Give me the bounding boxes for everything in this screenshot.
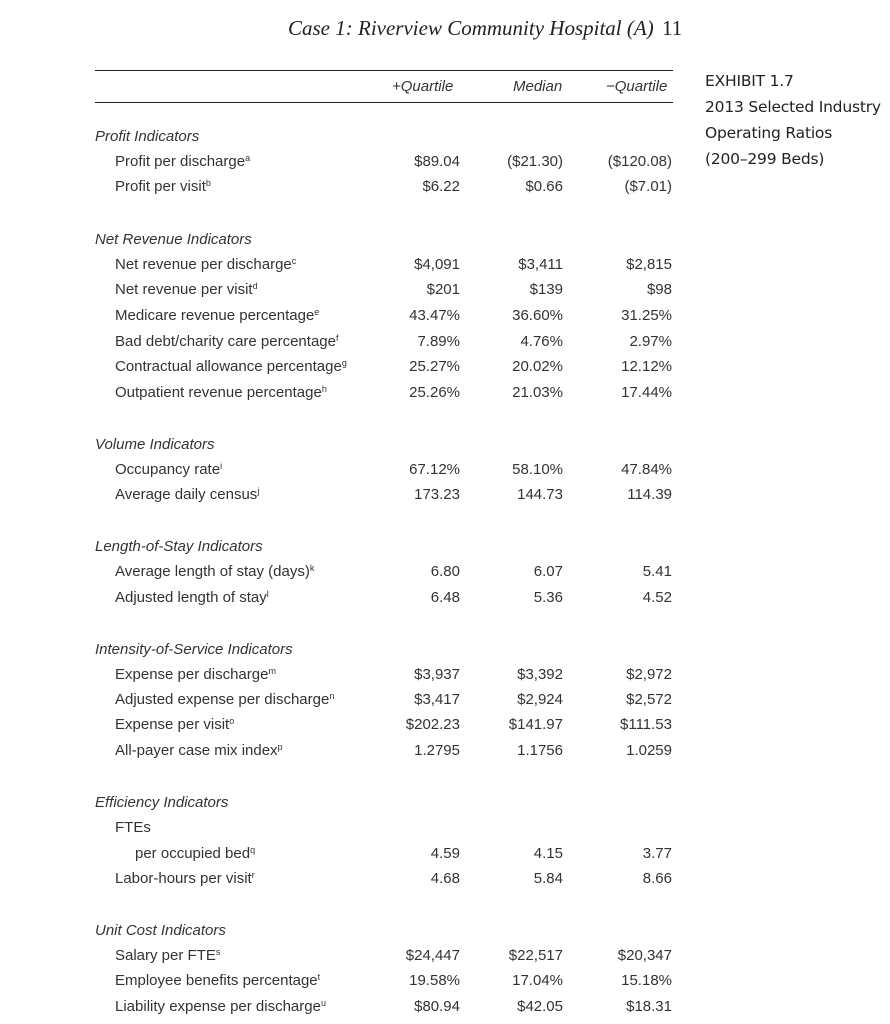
value-upper-quartile: $80.94 <box>414 998 460 1015</box>
value-upper-quartile: $201 <box>426 281 460 298</box>
value-upper-quartile: $89.04 <box>414 153 460 170</box>
section-net-revenue: Net Revenue Indicators <box>95 231 252 248</box>
value-lower-quartile: 2.97% <box>629 333 672 350</box>
value-median: 5.84 <box>533 870 563 887</box>
row-label: Net revenue per discharge$^c$ <box>115 256 297 273</box>
col-header-median: Median <box>513 78 563 95</box>
section-profit: Profit Indicators <box>95 128 200 145</box>
value-lower-quartile: 1.0259 <box>626 742 672 759</box>
value-lower-quartile: $18.31 <box>626 998 672 1015</box>
row-label: Outpatient revenue percentage$^h$ <box>115 384 327 401</box>
value-upper-quartile: $3,937 <box>414 666 460 683</box>
table-row <box>0 281 890 303</box>
value-median: 144.73 <box>517 486 563 503</box>
table-row <box>0 845 890 867</box>
table-row <box>0 716 890 738</box>
row-label: Medicare revenue percentage$^e$ <box>115 307 320 324</box>
value-median: $42.05 <box>517 998 563 1015</box>
table-row <box>0 153 890 175</box>
value-median: 4.76% <box>520 333 563 350</box>
table-row <box>0 486 890 508</box>
value-median: $141.97 <box>508 716 563 733</box>
value-median: 20.02% <box>512 358 563 375</box>
table-row <box>0 691 890 713</box>
value-lower-quartile: 31.25% <box>621 307 672 324</box>
value-upper-quartile: $4,091 <box>414 256 460 273</box>
table-row <box>0 256 890 278</box>
row-label: Occupancy rate$^i$ <box>115 461 223 478</box>
row-label: Liability expense per discharge$^u$ <box>115 998 326 1015</box>
value-upper-quartile: $202.23 <box>405 716 460 733</box>
value-upper-quartile: 19.58% <box>409 972 460 989</box>
value-lower-quartile: 5.41 <box>642 563 672 580</box>
row-label: Bad debt/charity care percentage$^f$ <box>115 333 339 350</box>
table-row <box>0 998 890 1020</box>
section-unit-cost: Unit Cost Indicators <box>95 922 226 939</box>
value-lower-quartile: 17.44% <box>621 384 672 401</box>
running-title: Case 1: Riverview Community Hospital (A) <box>288 16 654 40</box>
row-label: Adjusted expense per discharge$^n$ <box>115 691 335 708</box>
value-median: $0.66 <box>525 178 563 195</box>
table-row <box>0 563 890 585</box>
table-row <box>0 358 890 380</box>
value-upper-quartile: 25.26% <box>409 384 460 401</box>
value-upper-quartile: $6.22 <box>422 178 460 195</box>
table-header-rule <box>95 102 673 103</box>
page-number: 11 <box>662 16 683 40</box>
table-row <box>0 307 890 329</box>
value-median: ($21.30) <box>507 153 563 170</box>
section-efficiency: Efficiency Indicators <box>95 794 229 811</box>
table-row <box>0 461 890 483</box>
exhibit-title-line-1: 2013 Selected Industry <box>705 98 881 116</box>
row-label: per occupied bed$^q$ <box>135 845 256 862</box>
row-label: Expense per visit$^o$ <box>115 716 235 733</box>
value-upper-quartile: 4.68 <box>430 870 460 887</box>
value-lower-quartile: $2,815 <box>626 256 672 273</box>
section-length-of-stay: Length-of-Stay Indicators <box>95 538 263 555</box>
col-header-upper-quartile: +Quartile <box>392 78 454 95</box>
value-lower-quartile: 47.84% <box>621 461 672 478</box>
value-median: $3,392 <box>517 666 563 683</box>
value-median: 21.03% <box>512 384 563 401</box>
value-upper-quartile: 6.80 <box>430 563 460 580</box>
value-upper-quartile: 1.2795 <box>414 742 460 759</box>
value-lower-quartile: ($7.01) <box>624 178 672 195</box>
section-intensity-of-service: Intensity-of-Service Indicators <box>95 641 293 658</box>
value-upper-quartile: $3,417 <box>414 691 460 708</box>
value-upper-quartile: 173.23 <box>414 486 460 503</box>
table-row <box>0 666 890 688</box>
row-label: Adjusted length of stay$^l$ <box>115 589 269 606</box>
value-median: 1.1756 <box>517 742 563 759</box>
value-upper-quartile: 25.27% <box>409 358 460 375</box>
value-lower-quartile: $98 <box>646 281 672 298</box>
row-label: All-payer case mix index$^p$ <box>115 742 283 759</box>
row-label: Profit per discharge$^a$ <box>115 153 251 170</box>
col-header-lower-quartile: −Quartile <box>606 78 668 95</box>
row-label: Labor-hours per visit$^r$ <box>115 870 255 887</box>
row-label: Profit per visit$^b$ <box>115 178 211 195</box>
value-median: 36.60% <box>512 307 563 324</box>
exhibit-label: EXHIBIT 1.7 <box>705 72 794 90</box>
value-median: $3,411 <box>518 256 563 273</box>
value-lower-quartile: 12.12% <box>621 358 672 375</box>
value-lower-quartile: $111.53 <box>620 716 672 733</box>
table-row <box>0 384 890 406</box>
value-lower-quartile: $2,972 <box>626 666 672 683</box>
value-lower-quartile: 114.39 <box>627 486 672 503</box>
value-lower-quartile: 15.18% <box>621 972 672 989</box>
row-label: Salary per FTE$^s$ <box>115 947 221 964</box>
value-upper-quartile: 4.59 <box>430 845 460 862</box>
value-median: 58.10% <box>512 461 563 478</box>
row-label: Employee benefits percentage$^t$ <box>115 972 321 989</box>
row-label: Average length of stay (days)$^k$ <box>115 563 315 580</box>
value-upper-quartile: 6.48 <box>430 589 460 606</box>
value-upper-quartile: 43.47% <box>409 307 460 324</box>
exhibit-title-line-3: (200–299 Beds) <box>705 150 825 168</box>
value-lower-quartile: $2,572 <box>626 691 672 708</box>
table-row <box>0 819 890 841</box>
table-row <box>0 972 890 994</box>
exhibit-title-line-2: Operating Ratios <box>705 124 833 142</box>
value-upper-quartile: 67.12% <box>409 461 460 478</box>
row-label: Average daily census$^j$ <box>115 486 260 503</box>
row-label: Contractual allowance percentage$^g$ <box>115 358 347 375</box>
page-header <box>0 14 890 44</box>
value-median: 17.04% <box>512 972 563 989</box>
value-lower-quartile: ($120.08) <box>607 153 672 170</box>
value-lower-quartile: 4.52 <box>642 589 672 606</box>
value-median: 6.07 <box>533 563 563 580</box>
row-label: Expense per discharge$^m$ <box>115 666 276 683</box>
table-row <box>0 870 890 892</box>
value-lower-quartile: $20,347 <box>617 947 672 964</box>
table-row <box>0 589 890 611</box>
table-top-rule <box>95 70 673 71</box>
value-median: 5.36 <box>533 589 563 606</box>
value-lower-quartile: 8.66 <box>642 870 672 887</box>
section-volume: Volume Indicators <box>95 436 215 453</box>
value-upper-quartile: $24,447 <box>405 947 460 964</box>
value-upper-quartile: 7.89% <box>417 333 460 350</box>
table-row <box>0 178 890 200</box>
table-row <box>0 333 890 355</box>
row-label: FTEs <box>115 819 151 836</box>
table-row <box>0 947 890 969</box>
value-median: 4.15 <box>533 845 563 862</box>
row-label: Net revenue per visit$^d$ <box>115 281 258 298</box>
value-median: $22,517 <box>508 947 563 964</box>
table-row <box>0 742 890 764</box>
value-median: $2,924 <box>517 691 563 708</box>
value-lower-quartile: 3.77 <box>642 845 672 862</box>
value-median: $139 <box>529 281 563 298</box>
